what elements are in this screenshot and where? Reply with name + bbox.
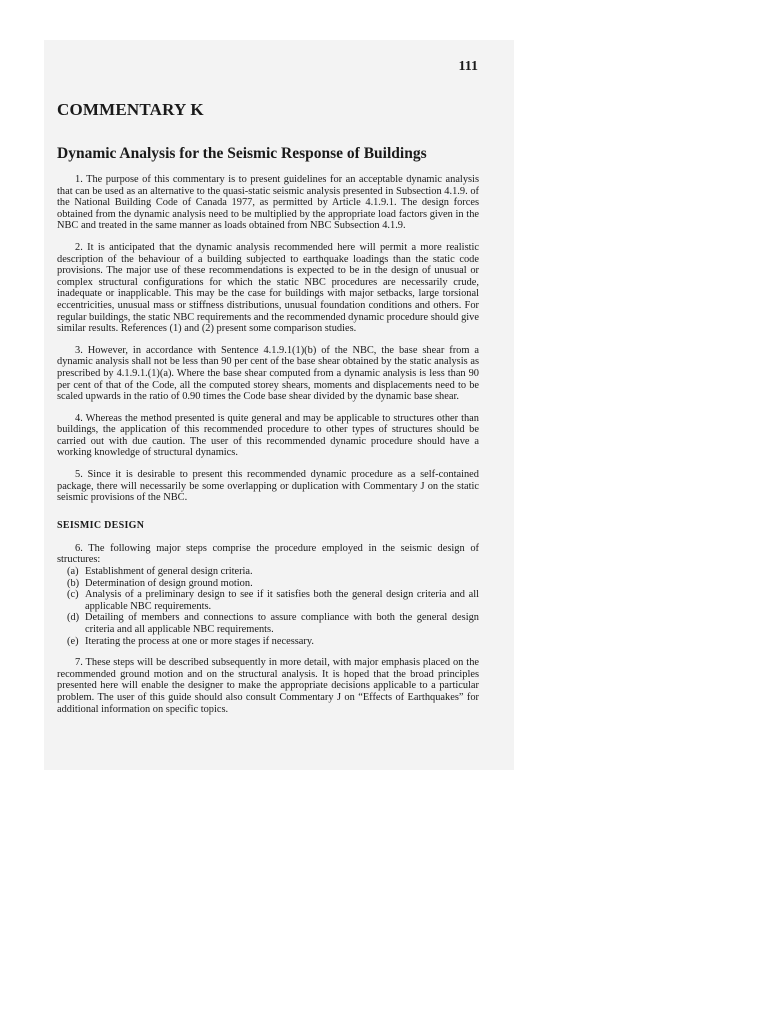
list-item-text: Detailing of members and connections to assure compliance with both the general design criteria and all applicable NBC requirements. [85,612,479,635]
paragraph-3: 3. However, in accordance with Sentence 4.1.9.1(1)(b) of the NBC, the base shear from a dynamic analysis shall not be less than 90 per cent of the base shear obtained by the static analysis as prescribed by 4.1.9.1.(1)(a). Where the base shear computed from a dynamic analysis is less than 90 per cent of that of the Code, all the computed storey shears, moments and displacements need to be scaled upwards in the ratio of 0.90 times the Code base shear divided by the dynamic base shear. [57,344,479,403]
list-item [67,636,479,648]
page-number: 111 [458,59,478,74]
section-heading: SEISMIC DESIGN [57,519,145,531]
commentary-title: COMMENTARY K [57,100,204,119]
list-item-text: Analysis of a preliminary design to see if it satisfies both the general design criteria and all applicable NBC requirements. [85,589,479,612]
list-item [67,612,479,635]
design-steps-list [57,566,479,647]
document-title: Dynamic Analysis for the Seismic Response of Buildings [57,145,427,162]
paragraph-6: 6. The following major steps comprise the procedure employed in the seismic design of structures: [57,542,479,566]
paragraph-1: 1. The purpose of this commentary is to present guidelines for an acceptable dynamic analysis that can be used as an alternative to the quasi-static seismic analysis presented in Subsection 4.1.9. of the National Building Code of Canada 1977, as permitted by Article 4.1.9.1. The design forces obtained from the dynamic analysis need to be multiplied by the appropriate load factors given in the NBC and treated in the same manner as loads obtained from NBC Subsection 4.1.9. [57,174,479,232]
list-item-text: Determination of design ground motion. [85,577,253,589]
list-item-text: Iterating the process at one or more stages if necessary. [85,635,314,647]
list-item [67,566,479,578]
list-marker: (d) [67,612,80,624]
paragraph-5: 5. Since it is desirable to present this recommended dynamic procedure as a self-contained package, there will necessarily be some overlapping or duplication with Commentary J on the static seismic provisions of the NBC. [57,469,479,504]
paragraph-7: 7. These steps will be described subsequently in more detail, with major emphasis placed on the recommended ground motion and on the structural analysis. It is hoped that the broad principles presented here will enable the designer to make the appropriate decisions applicable to a particular problem. The user of this guide should also consult Commentary J on “Effects of Earthquakes” for additional information on specific topics. [57,657,479,715]
list-item-text: Establishment of general design criteria. [85,566,253,578]
page-content [57,58,479,725]
paragraph-4: 4. Whereas the method presented is quite general and may be applicable to structures other than buildings, the application of this recommended procedure to other types of structures should be carried out with due caution. The user of this recommended dynamic procedure should have a working knowledge of structural dynamics. [57,412,479,459]
list-item [67,578,479,590]
paragraph-2: 2. It is anticipated that the dynamic analysis recommended here will permit a more realistic description of the behaviour of a building subjected to earthquake loadings than the static code provisions. The major use of these recommendations is expected to be in the design of unusual or complex structural configurations for which the static NBC procedures are necessarily crude, inadequate or inapplicable. This may be the case for buildings with major setbacks, large torsional eccentricities, unusual mass or stiffness distributions, unusual foundation conditions and others. For regular buildings, the static NBC requirements and the recommended dynamic procedure should give similar results. References (1) and (2) present some comparison studies. [57,241,479,335]
list-marker: (b) [67,577,80,589]
list-marker: (c) [67,589,79,601]
list-item [67,589,479,612]
list-marker: (a) [67,566,79,578]
list-marker: (e) [67,635,79,647]
